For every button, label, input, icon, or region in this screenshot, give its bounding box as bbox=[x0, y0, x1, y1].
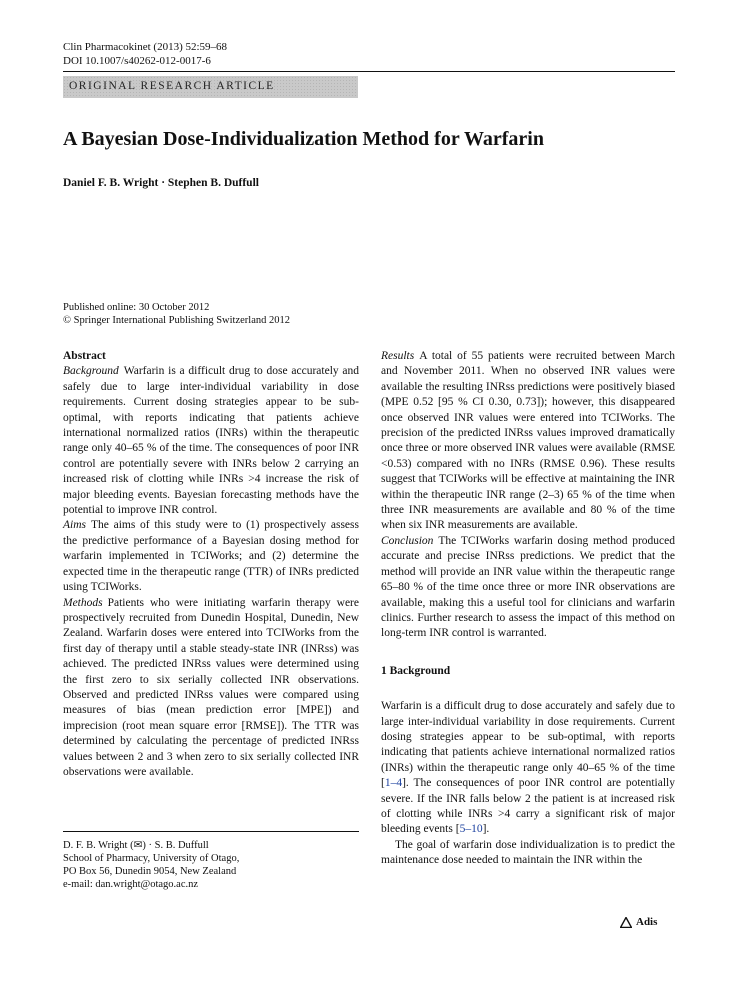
aims-label: Aims bbox=[63, 519, 86, 532]
methods-text: Patients who were initiating warfarin therapy were prospectively recruited from Dunedin Hospital, Dunedin, New Zealand. Warfarin doses were entered into TCIWorks from the first day of therapy until a stable steady-state INR (INRss) was achieved. The predicted INRss values were determined using the first zero to six serially collected INR observations. Observed and predicted INRss values were compared using measures of bias (mean prediction error [MPE]) and imprecision (root mean square error [RMSE]). The TTR was determined by calculating the percentage of predicted INRss values between 2 and 3 when zero to six serially collected INR observations were available. bbox=[63, 596, 359, 778]
affiliation-email: e-mail: dan.wright@otago.ac.nz bbox=[63, 879, 199, 890]
abstract-background bbox=[63, 364, 359, 518]
adis-triangle-icon bbox=[620, 917, 632, 928]
background-paragraph-2: The goal of warfarin dose individualization is to predict the maintenance dose needed to maintain the INR within the bbox=[381, 838, 675, 867]
para1-part-b: ]. The consequences of poor INR control are potentially severe. If the INR falls below 2 the patient is at increased risk of clotting while INRs >4 carry a significant risk of major bleeding events [ bbox=[381, 777, 675, 836]
conclusion-text: The TCIWorks warfarin dosing method produced accurate and precise INRss predictions. We predict that the method will provide an INR value within the therapeutic range 65–80 % of the time once three or more INR observations are available, making this a useful tool for clinicians and warfarin clinics. Further research to assess the impact of this method on long-term INR control is warranted. bbox=[381, 534, 675, 640]
publisher-logo bbox=[620, 916, 657, 928]
copyright: © Springer International Publishing Switzerland 2012 bbox=[63, 315, 290, 326]
article-type: ORIGINAL RESEARCH ARTICLE bbox=[69, 80, 275, 92]
footnote-rule bbox=[63, 831, 359, 832]
journal-header bbox=[63, 40, 227, 68]
journal-citation: Clin Pharmacokinet (2013) 52:59–68 bbox=[63, 41, 228, 53]
citation-link-1[interactable]: 1–4 bbox=[384, 777, 403, 790]
background-paragraph-1 bbox=[381, 699, 675, 838]
left-column bbox=[63, 349, 359, 780]
abstract-methods bbox=[63, 596, 359, 781]
section-heading: 1 Background bbox=[381, 664, 451, 677]
publisher-name: Adis bbox=[636, 916, 658, 928]
abstract-aims bbox=[63, 518, 359, 595]
article-type-band bbox=[63, 76, 358, 98]
para1-part-c: ]. bbox=[482, 823, 490, 836]
right-column bbox=[381, 349, 675, 869]
published-date: Published online: 30 October 2012 bbox=[63, 302, 210, 313]
abstract-conclusion bbox=[381, 534, 675, 642]
affiliation-names: D. F. B. Wright (✉) · S. B. Duffull bbox=[63, 840, 209, 851]
affiliation bbox=[63, 839, 239, 891]
background-text: Warfarin is a difficult drug to dose accurately and safely due to large inter-individual variability in dose requirements. Current dosing strategies appear to be sub-optimal, with reports indicating that patients achieve international normalized ratios (INRs) within the therapeutic range only 40–65 % of the time. The consequences of poor INR control are potentially severe with INRs below 2 carrying an increased risk of clotting while INRs >4 increase the risk of major bleeding events. Bayesian forecasting methods have the potential to improve INR control. bbox=[63, 365, 359, 517]
header-rule bbox=[63, 71, 675, 72]
publication-info bbox=[63, 301, 290, 327]
citation-link-2[interactable]: 5–10 bbox=[459, 823, 483, 836]
results-text: A total of 55 patients were recruited between March and November 2011. When no observed INR values were available the resulting INRss predictions were positively biased (MPE 0.52 [95 % CI 0.30, 0.73]); however, this disappeared once observed INR values were entered into TCIWorks. The precision of the predicted INRss values improved dramatically once three or more observed INR values were available (RMSE <0.53) compared with no INRs (RMSE 0.96). These results suggest that TCIWorks will be effective at maintaining the INR within the therapeutic INR range (2–3) 65 % of the time when three INR measurements are available and 80 % of the time when six INR measurements are available. bbox=[381, 350, 675, 532]
aims-text: The aims of this study were to (1) prospectively assess the predictive performance of a Bayesian dosing method for warfarin implemented in TCIWorks; and (2) determine the expected time in the therapeutic range (TTR) of INRs predicted using TCIWorks. bbox=[63, 519, 359, 594]
methods-label: Methods bbox=[63, 596, 103, 609]
authors: Daniel F. B. Wright · Stephen B. Duffull bbox=[63, 177, 259, 189]
affiliation-address: PO Box 56, Dunedin 9054, New Zealand bbox=[63, 866, 237, 877]
para1-part-a: Warfarin is a difficult drug to dose accurately and safely due to large inter-individual variability in dose requirements. Current dosing strategies appear to be sub-optimal, with reports indicating that patients achieve international normalized ratios (INRs) within the therapeutic range only 40–65 % of the time [ bbox=[381, 700, 675, 790]
results-label: Results bbox=[381, 350, 415, 362]
abstract-results bbox=[381, 349, 675, 534]
affiliation-school: School of Pharmacy, University of Otago, bbox=[63, 853, 240, 864]
abstract-heading: Abstract bbox=[63, 350, 106, 362]
conclusion-label: Conclusion bbox=[381, 534, 434, 547]
article-title: A Bayesian Dose-Individualization Method for Warfarin bbox=[63, 128, 544, 150]
doi: DOI 10.1007/s40262-012-0017-6 bbox=[63, 55, 211, 67]
background-label: Background bbox=[63, 365, 119, 378]
